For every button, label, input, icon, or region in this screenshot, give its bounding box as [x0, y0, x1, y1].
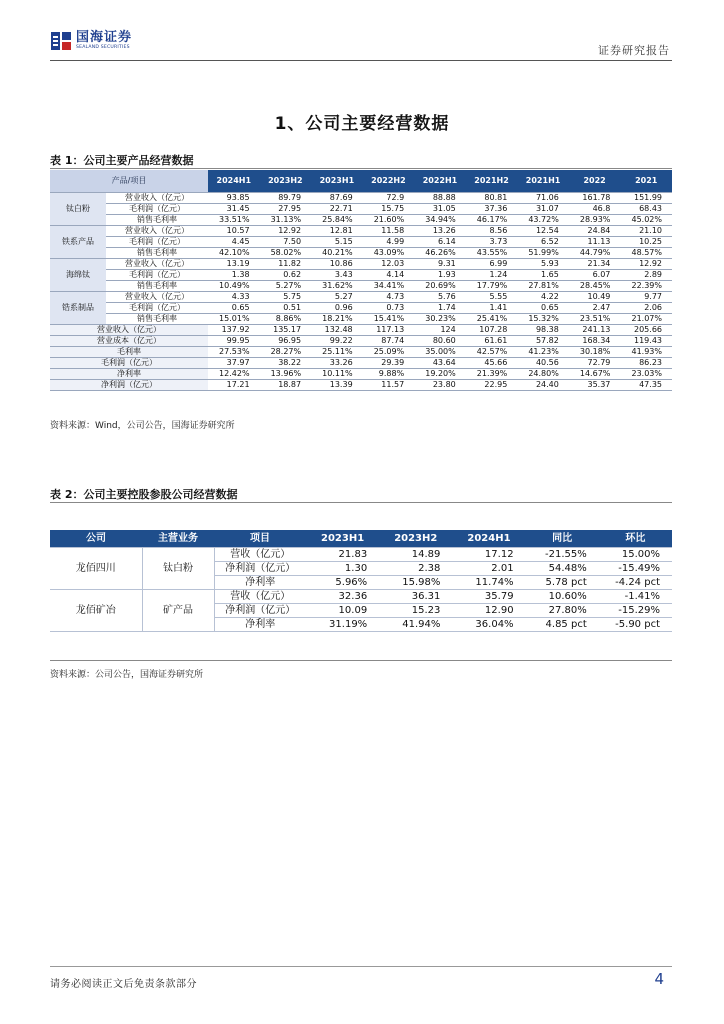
product-data-table: [50, 170, 672, 391]
table1-caption-divider: [50, 168, 672, 169]
table-cell: -1.41%: [599, 590, 672, 604]
table-cell: 22.71: [311, 204, 363, 215]
table-cell: 37.36: [466, 204, 518, 215]
table-cell: 8.56: [466, 226, 518, 237]
table-cell: 46.26%: [414, 248, 466, 259]
table-cell: 132.48: [311, 325, 363, 336]
table-cell: 0.51: [260, 303, 312, 314]
table-cell: 9.31: [414, 259, 466, 270]
table-cell: 1.65: [517, 270, 569, 281]
segment-label: 钛白粉: [50, 193, 106, 226]
table-cell: 29.39: [363, 358, 415, 369]
table-row: [50, 336, 672, 347]
table-row: [50, 380, 672, 391]
footer-divider: [50, 966, 672, 967]
table-cell: 13.39: [311, 380, 363, 391]
table-cell: 14.67%: [569, 369, 621, 380]
table-cell: 10.09: [306, 604, 379, 618]
table-cell: 3.73: [466, 237, 518, 248]
table-row: [50, 204, 672, 215]
table-cell: 46.17%: [466, 215, 518, 226]
table-cell: 27.53%: [208, 347, 260, 358]
table-cell: 2.06: [620, 303, 672, 314]
table1-col-header: 2023H1: [311, 170, 363, 193]
table-row: [50, 193, 672, 204]
table2-col-header: 环比: [599, 530, 672, 548]
table-cell: 43.09%: [363, 248, 415, 259]
table-cell: 13.19: [208, 259, 260, 270]
table-cell: 241.13: [569, 325, 621, 336]
table-cell: 22.39%: [620, 281, 672, 292]
table-cell: 35.37: [569, 380, 621, 391]
table2-col-header: 2024H1: [452, 530, 525, 548]
table-cell: 15.75: [363, 204, 415, 215]
table-cell: 5.96%: [306, 576, 379, 590]
table2-source: 资料来源：公司公告，国海证券研究所: [50, 670, 204, 680]
table-cell: 13.96%: [260, 369, 312, 380]
table2-caption: 表 2：公司主要控股参股公司经营数据: [50, 488, 238, 501]
table-row: [50, 292, 672, 303]
table-row: [50, 215, 672, 226]
table-cell: -21.55%: [526, 548, 599, 562]
segment-label: 海绵钛: [50, 259, 106, 292]
table-cell: 10.49: [569, 292, 621, 303]
table1-col-header: 2022H2: [363, 170, 415, 193]
company-name: 龙佰四川: [50, 548, 142, 590]
table-cell: 25.84%: [311, 215, 363, 226]
table-cell: 25.41%: [466, 314, 518, 325]
table-cell: 89.79: [260, 193, 312, 204]
table-cell: 25.09%: [363, 347, 415, 358]
table-cell: 57.82: [517, 336, 569, 347]
table-cell: -15.29%: [599, 604, 672, 618]
table-cell: 31.05: [414, 204, 466, 215]
table-cell: 1.41: [466, 303, 518, 314]
table-cell: 24.84: [569, 226, 621, 237]
table-cell: 99.22: [311, 336, 363, 347]
table-cell: 43.72%: [517, 215, 569, 226]
table-cell: 40.56: [517, 358, 569, 369]
company-business: 钛白粉: [142, 548, 214, 590]
table2-source-divider: [50, 660, 672, 661]
table2-col-header: 2023H1: [306, 530, 379, 548]
table-cell: 18.87: [260, 380, 312, 391]
subsidiary-data-table: [50, 530, 672, 632]
row-label: 营业收入（亿元）: [106, 292, 208, 303]
table-cell: 17.21: [208, 380, 260, 391]
table-cell: 13.26: [414, 226, 466, 237]
table1-header-row: [50, 170, 672, 193]
table1-col-header: 2021H2: [466, 170, 518, 193]
table-cell: 99.95: [208, 336, 260, 347]
table-cell: 36.31: [379, 590, 452, 604]
table-cell: 0.73: [363, 303, 415, 314]
table-cell: 17.79%: [466, 281, 518, 292]
table-cell: 11.74%: [452, 576, 525, 590]
total-row-label: 净利率: [50, 369, 208, 380]
table-cell: 8.86%: [260, 314, 312, 325]
table-cell: 87.69: [311, 193, 363, 204]
table-cell: 5.75: [260, 292, 312, 303]
table2-col-header: 同比: [526, 530, 599, 548]
disclaimer-text: 请务必阅读正文后免责条款部分: [50, 979, 197, 990]
item-label: 净利率: [214, 576, 306, 590]
table-cell: 21.34: [569, 259, 621, 270]
table-cell: 15.23: [379, 604, 452, 618]
table-cell: 151.99: [620, 193, 672, 204]
table-cell: 28.27%: [260, 347, 312, 358]
table-cell: 2.47: [569, 303, 621, 314]
table-cell: 10.57: [208, 226, 260, 237]
table-cell: 27.95: [260, 204, 312, 215]
table-cell: 0.62: [260, 270, 312, 281]
table2-col-header: 项目: [214, 530, 306, 548]
table2-col-header: 2023H2: [379, 530, 452, 548]
table-cell: 15.01%: [208, 314, 260, 325]
table-cell: 1.30: [306, 562, 379, 576]
segment-label: 铁系产品: [50, 226, 106, 259]
table-cell: 24.40: [517, 380, 569, 391]
table-cell: 119.43: [620, 336, 672, 347]
table-cell: 124: [414, 325, 466, 336]
table-cell: 23.03%: [620, 369, 672, 380]
row-label: 毛利润（亿元）: [106, 270, 208, 281]
table1-col-header: 2023H2: [260, 170, 312, 193]
table-cell: 71.06: [517, 193, 569, 204]
section-title: 1、公司主要经营数据: [274, 114, 450, 134]
table-cell: 35.00%: [414, 347, 466, 358]
table-cell: 47.35: [620, 380, 672, 391]
table-row: [50, 314, 672, 325]
table-cell: 46.8: [569, 204, 621, 215]
table-cell: -4.24 pct: [599, 576, 672, 590]
header-divider: [50, 60, 672, 61]
table-row: [50, 590, 672, 604]
table-cell: 35.79: [452, 590, 525, 604]
table-cell: 5.55: [466, 292, 518, 303]
table2-col-header: 公司: [50, 530, 142, 548]
table-cell: 11.57: [363, 380, 415, 391]
table-cell: 5.78 pct: [526, 576, 599, 590]
table1-col-header: 2021: [620, 170, 672, 193]
table-cell: 12.03: [363, 259, 415, 270]
table-cell: 80.81: [466, 193, 518, 204]
table-cell: 23.80: [414, 380, 466, 391]
table-cell: 21.60%: [363, 215, 415, 226]
table-cell: 41.23%: [517, 347, 569, 358]
table-cell: 43.55%: [466, 248, 518, 259]
table-cell: 5.76: [414, 292, 466, 303]
table-row: [50, 270, 672, 281]
table-cell: 11.58: [363, 226, 415, 237]
row-label: 营业收入（亿元）: [106, 259, 208, 270]
row-label: 营业收入（亿元）: [106, 193, 208, 204]
total-row-label: 毛利率: [50, 347, 208, 358]
table-cell: 22.95: [466, 380, 518, 391]
table-cell: 107.28: [466, 325, 518, 336]
table-cell: 43.64: [414, 358, 466, 369]
table2-header-row: [50, 530, 672, 548]
table-cell: 27.80%: [526, 604, 599, 618]
table1-corner-header: 产品/项目: [50, 170, 208, 193]
table-cell: 4.45: [208, 237, 260, 248]
table-cell: 31.13%: [260, 215, 312, 226]
table-cell: 21.10: [620, 226, 672, 237]
table-cell: 10.86: [311, 259, 363, 270]
table-cell: 58.02%: [260, 248, 312, 259]
table-cell: 12.92: [260, 226, 312, 237]
table-cell: 12.54: [517, 226, 569, 237]
table-cell: 68.43: [620, 204, 672, 215]
table-cell: 15.00%: [599, 548, 672, 562]
table-cell: 135.17: [260, 325, 312, 336]
table-cell: 2.38: [379, 562, 452, 576]
table-cell: 25.11%: [311, 347, 363, 358]
table-cell: 96.95: [260, 336, 312, 347]
table-cell: 88.88: [414, 193, 466, 204]
table-cell: 80.60: [414, 336, 466, 347]
table-row: [50, 281, 672, 292]
row-label: 销售毛利率: [106, 248, 208, 259]
table-cell: 11.13: [569, 237, 621, 248]
table-cell: 18.21%: [311, 314, 363, 325]
table-cell: -15.49%: [599, 562, 672, 576]
table-cell: 10.11%: [311, 369, 363, 380]
table-row: [50, 347, 672, 358]
table-row: [50, 248, 672, 259]
total-row-label: 毛利润（亿元）: [50, 358, 208, 369]
table-row: [50, 548, 672, 562]
row-label: 销售毛利率: [106, 281, 208, 292]
table-cell: 87.74: [363, 336, 415, 347]
logo-mark-icon: [50, 30, 72, 52]
table-cell: 15.98%: [379, 576, 452, 590]
total-row-label: 营业成本（亿元）: [50, 336, 208, 347]
table-cell: 45.02%: [620, 215, 672, 226]
table-cell: 72.79: [569, 358, 621, 369]
table-cell: 51.99%: [517, 248, 569, 259]
table-cell: 15.41%: [363, 314, 415, 325]
table-cell: 3.43: [311, 270, 363, 281]
row-label: 毛利润（亿元）: [106, 237, 208, 248]
table-cell: 19.20%: [414, 369, 466, 380]
table-cell: -5.90 pct: [599, 618, 672, 632]
segment-label: 锆系制品: [50, 292, 106, 325]
table-cell: 2.01: [452, 562, 525, 576]
table-cell: 48.57%: [620, 248, 672, 259]
table2-caption-divider: [50, 502, 672, 503]
row-label: 营业收入（亿元）: [106, 226, 208, 237]
table-cell: 10.49%: [208, 281, 260, 292]
table-row: [50, 303, 672, 314]
table1-source: 资料来源：Wind，公司公告，国海证券研究所: [50, 421, 235, 431]
table-cell: 36.04%: [452, 618, 525, 632]
table-cell: 42.57%: [466, 347, 518, 358]
table-row: [50, 369, 672, 380]
total-row-label: 营业收入（亿元）: [50, 325, 208, 336]
table-cell: 15.32%: [517, 314, 569, 325]
table-cell: 9.88%: [363, 369, 415, 380]
row-label: 毛利润（亿元）: [106, 204, 208, 215]
table-cell: 31.19%: [306, 618, 379, 632]
table-cell: 0.65: [517, 303, 569, 314]
page-header: [50, 28, 672, 64]
table-cell: 0.65: [208, 303, 260, 314]
table-cell: 54.48%: [526, 562, 599, 576]
company-logo: [50, 30, 132, 52]
table-cell: 72.9: [363, 193, 415, 204]
item-label: 营收（亿元）: [214, 590, 306, 604]
table-cell: 21.83: [306, 548, 379, 562]
table-cell: 117.13: [363, 325, 415, 336]
table-cell: 2.89: [620, 270, 672, 281]
table-cell: 23.51%: [569, 314, 621, 325]
table-cell: 9.77: [620, 292, 672, 303]
table-cell: 33.51%: [208, 215, 260, 226]
table-cell: 5.27: [311, 292, 363, 303]
table-cell: 42.10%: [208, 248, 260, 259]
table-cell: 21.39%: [466, 369, 518, 380]
item-label: 净利润（亿元）: [214, 562, 306, 576]
row-label: 销售毛利率: [106, 215, 208, 226]
table-cell: 5.93: [517, 259, 569, 270]
table-cell: 6.14: [414, 237, 466, 248]
table-cell: 1.38: [208, 270, 260, 281]
table-cell: 1.24: [466, 270, 518, 281]
item-label: 营收（亿元）: [214, 548, 306, 562]
company-name: 龙佰矿冶: [50, 590, 142, 632]
table-cell: 31.07: [517, 204, 569, 215]
table-cell: 93.85: [208, 193, 260, 204]
table-cell: 168.34: [569, 336, 621, 347]
table-cell: 17.12: [452, 548, 525, 562]
table-cell: 11.82: [260, 259, 312, 270]
table-cell: 37.97: [208, 358, 260, 369]
table-cell: 32.36: [306, 590, 379, 604]
table-cell: 4.85 pct: [526, 618, 599, 632]
table2-col-header: 主营业务: [142, 530, 214, 548]
table-cell: 45.66: [466, 358, 518, 369]
table-cell: 12.90: [452, 604, 525, 618]
row-label: 销售毛利率: [106, 314, 208, 325]
table-cell: 27.81%: [517, 281, 569, 292]
item-label: 净利润（亿元）: [214, 604, 306, 618]
table-cell: 137.92: [208, 325, 260, 336]
table-cell: 205.66: [620, 325, 672, 336]
table-row: [50, 226, 672, 237]
table-cell: 24.80%: [517, 369, 569, 380]
table-cell: 14.89: [379, 548, 452, 562]
table-cell: 6.99: [466, 259, 518, 270]
logo-name-cn: 国海证券: [76, 30, 133, 46]
table-cell: 28.93%: [569, 215, 621, 226]
table-cell: 31.62%: [311, 281, 363, 292]
row-label: 毛利润（亿元）: [106, 303, 208, 314]
table-cell: 30.23%: [414, 314, 466, 325]
report-type-label: 证券研究报告: [598, 44, 670, 57]
table1-col-header: 2022: [569, 170, 621, 193]
table-cell: 41.94%: [379, 618, 452, 632]
table-cell: 0.96: [311, 303, 363, 314]
table-cell: 20.69%: [414, 281, 466, 292]
table1-caption: 表 1：公司主要产品经营数据: [50, 154, 194, 167]
table-cell: 34.41%: [363, 281, 415, 292]
table-row: [50, 358, 672, 369]
table-row: [50, 237, 672, 248]
table-cell: 44.79%: [569, 248, 621, 259]
table-cell: 10.60%: [526, 590, 599, 604]
table-cell: 61.61: [466, 336, 518, 347]
table-cell: 21.07%: [620, 314, 672, 325]
table-cell: 38.22: [260, 358, 312, 369]
table-row: [50, 325, 672, 336]
table-cell: 31.45: [208, 204, 260, 215]
table-cell: 5.15: [311, 237, 363, 248]
table-cell: 1.74: [414, 303, 466, 314]
item-label: 净利率: [214, 618, 306, 632]
table-cell: 5.27%: [260, 281, 312, 292]
table-cell: 98.38: [517, 325, 569, 336]
table-cell: 10.25: [620, 237, 672, 248]
table1-col-header: 2022H1: [414, 170, 466, 193]
table-cell: 40.21%: [311, 248, 363, 259]
table-cell: 6.07: [569, 270, 621, 281]
table-cell: 30.18%: [569, 347, 621, 358]
company-business: 矿产品: [142, 590, 214, 632]
table-cell: 28.45%: [569, 281, 621, 292]
table-cell: 12.81: [311, 226, 363, 237]
table-cell: 1.93: [414, 270, 466, 281]
table-cell: 12.92: [620, 259, 672, 270]
table-cell: 41.93%: [620, 347, 672, 358]
page-number: 4: [654, 970, 664, 988]
table-cell: 4.33: [208, 292, 260, 303]
table-cell: 4.73: [363, 292, 415, 303]
table-cell: 33.26: [311, 358, 363, 369]
table-cell: 4.14: [363, 270, 415, 281]
table-cell: 6.52: [517, 237, 569, 248]
table-cell: 4.22: [517, 292, 569, 303]
total-row-label: 净利润（亿元）: [50, 380, 208, 391]
table-cell: 161.78: [569, 193, 621, 204]
table-cell: 86.23: [620, 358, 672, 369]
logo-name-en: SEALAND SECURITIES: [76, 45, 130, 51]
table-cell: 34.94%: [414, 215, 466, 226]
table-cell: 7.50: [260, 237, 312, 248]
table-cell: 12.42%: [208, 369, 260, 380]
table1-col-header: 2024H1: [208, 170, 260, 193]
table1-col-header: 2021H1: [517, 170, 569, 193]
table-cell: 4.99: [363, 237, 415, 248]
table-row: [50, 259, 672, 270]
